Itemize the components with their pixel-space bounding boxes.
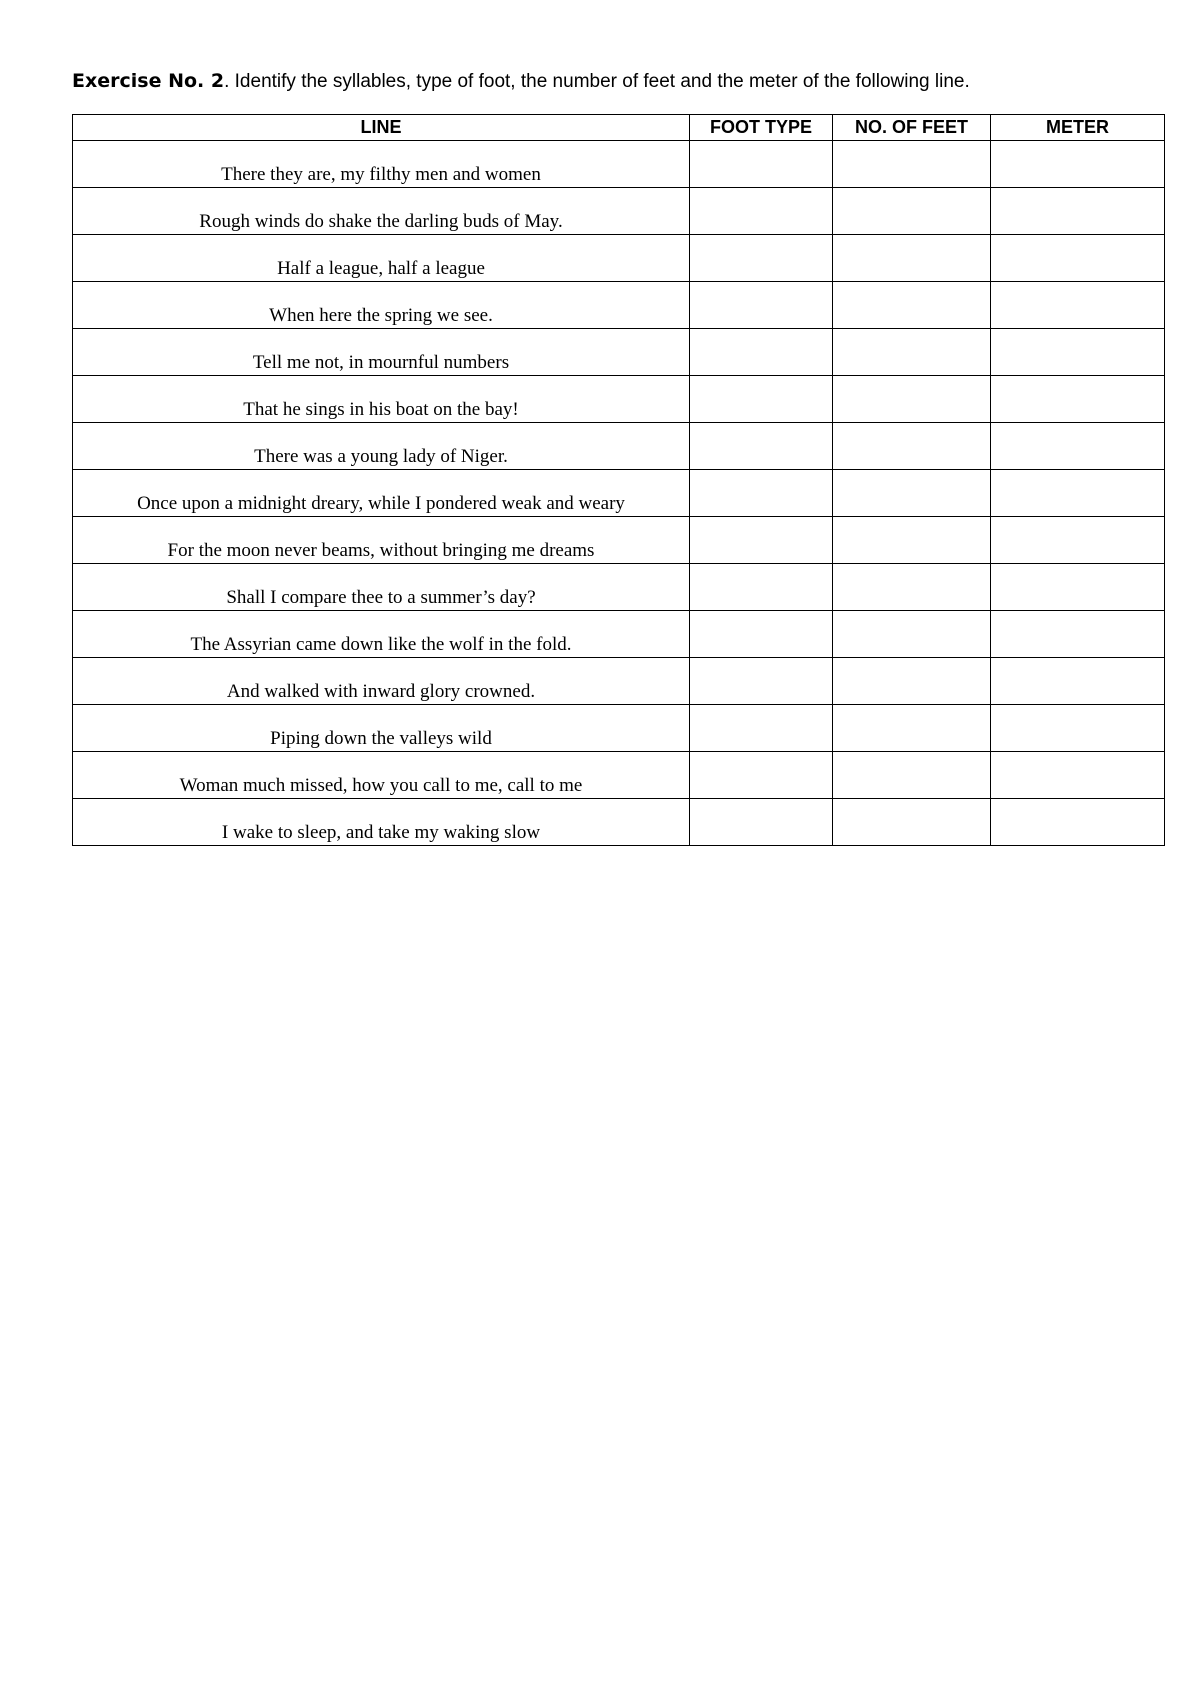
meter-cell[interactable] [991, 752, 1165, 799]
table-row [73, 329, 1165, 376]
table-row [73, 752, 1165, 799]
meter-cell[interactable] [991, 658, 1165, 705]
table-row [73, 517, 1165, 564]
table-row [73, 611, 1165, 658]
meter-cell[interactable] [991, 423, 1165, 470]
header-line: LINE [73, 115, 690, 141]
line-cell: Rough winds do shake the darling buds of May. [73, 188, 690, 235]
line-cell: When here the spring we see. [73, 282, 690, 329]
no-of-feet-cell[interactable] [833, 752, 991, 799]
table-header-row [73, 115, 1165, 141]
meter-cell[interactable] [991, 282, 1165, 329]
table-row [73, 282, 1165, 329]
foot-type-cell[interactable] [690, 470, 833, 517]
no-of-feet-cell[interactable] [833, 517, 991, 564]
foot-type-cell[interactable] [690, 611, 833, 658]
table-row [73, 470, 1165, 517]
foot-type-cell[interactable] [690, 235, 833, 282]
line-cell: Half a league, half a league [73, 235, 690, 282]
foot-type-cell[interactable] [690, 799, 833, 846]
line-cell: Once upon a midnight dreary, while I pondered weak and weary [73, 470, 690, 517]
foot-type-cell[interactable] [690, 141, 833, 188]
foot-type-cell[interactable] [690, 188, 833, 235]
no-of-feet-cell[interactable] [833, 799, 991, 846]
meter-cell[interactable] [991, 517, 1165, 564]
meter-cell[interactable] [991, 611, 1165, 658]
meter-cell[interactable] [991, 376, 1165, 423]
meter-cell[interactable] [991, 235, 1165, 282]
meter-cell[interactable] [991, 799, 1165, 846]
header-meter: METER [991, 115, 1165, 141]
foot-type-cell[interactable] [690, 517, 833, 564]
table-row [73, 799, 1165, 846]
meter-cell[interactable] [991, 329, 1165, 376]
line-cell: The Assyrian came down like the wolf in the fold. [73, 611, 690, 658]
foot-type-cell[interactable] [690, 705, 833, 752]
no-of-feet-cell[interactable] [833, 611, 991, 658]
no-of-feet-cell[interactable] [833, 376, 991, 423]
no-of-feet-cell[interactable] [833, 705, 991, 752]
no-of-feet-cell[interactable] [833, 188, 991, 235]
foot-type-cell[interactable] [690, 376, 833, 423]
line-cell: There was a young lady of Niger. [73, 423, 690, 470]
foot-type-cell[interactable] [690, 564, 833, 611]
table-row [73, 235, 1165, 282]
meter-cell[interactable] [991, 141, 1165, 188]
foot-type-cell[interactable] [690, 423, 833, 470]
line-cell: Piping down the valleys wild [73, 705, 690, 752]
no-of-feet-cell[interactable] [833, 141, 991, 188]
meter-cell[interactable] [991, 470, 1165, 517]
meter-cell[interactable] [991, 188, 1165, 235]
table-row [73, 141, 1165, 188]
table-row [73, 564, 1165, 611]
scansion-table [72, 114, 1165, 846]
table-row [73, 658, 1165, 705]
line-cell: I wake to sleep, and take my waking slow [73, 799, 690, 846]
no-of-feet-cell[interactable] [833, 282, 991, 329]
foot-type-cell[interactable] [690, 658, 833, 705]
meter-cell[interactable] [991, 564, 1165, 611]
line-cell: Tell me not, in mournful numbers [73, 329, 690, 376]
no-of-feet-cell[interactable] [833, 423, 991, 470]
foot-type-cell[interactable] [690, 752, 833, 799]
no-of-feet-cell[interactable] [833, 658, 991, 705]
table-row [73, 705, 1165, 752]
no-of-feet-cell[interactable] [833, 470, 991, 517]
line-cell: There they are, my filthy men and women [73, 141, 690, 188]
header-foot-type: FOOT TYPE [690, 115, 833, 141]
no-of-feet-cell[interactable] [833, 235, 991, 282]
meter-cell[interactable] [991, 705, 1165, 752]
line-cell: Woman much missed, how you call to me, call to me [73, 752, 690, 799]
table-row [73, 188, 1165, 235]
foot-type-cell[interactable] [690, 329, 833, 376]
no-of-feet-cell[interactable] [833, 329, 991, 376]
line-cell: For the moon never beams, without bringing me dreams [73, 517, 690, 564]
exercise-label: Exercise No. 2 [72, 70, 225, 92]
line-cell: And walked with inward glory crowned. [73, 658, 690, 705]
foot-type-cell[interactable] [690, 282, 833, 329]
table-row [73, 376, 1165, 423]
table-row [73, 423, 1165, 470]
line-cell: Shall I compare thee to a summer’s day? [73, 564, 690, 611]
line-cell: That he sings in his boat on the bay! [73, 376, 690, 423]
exercise-instruction-text: . Identify the syllables, type of foot, the number of feet and the meter of the following line. [224, 71, 970, 92]
exercise-instruction [72, 70, 1172, 93]
header-no-of-feet: NO. OF FEET [833, 115, 991, 141]
no-of-feet-cell[interactable] [833, 564, 991, 611]
